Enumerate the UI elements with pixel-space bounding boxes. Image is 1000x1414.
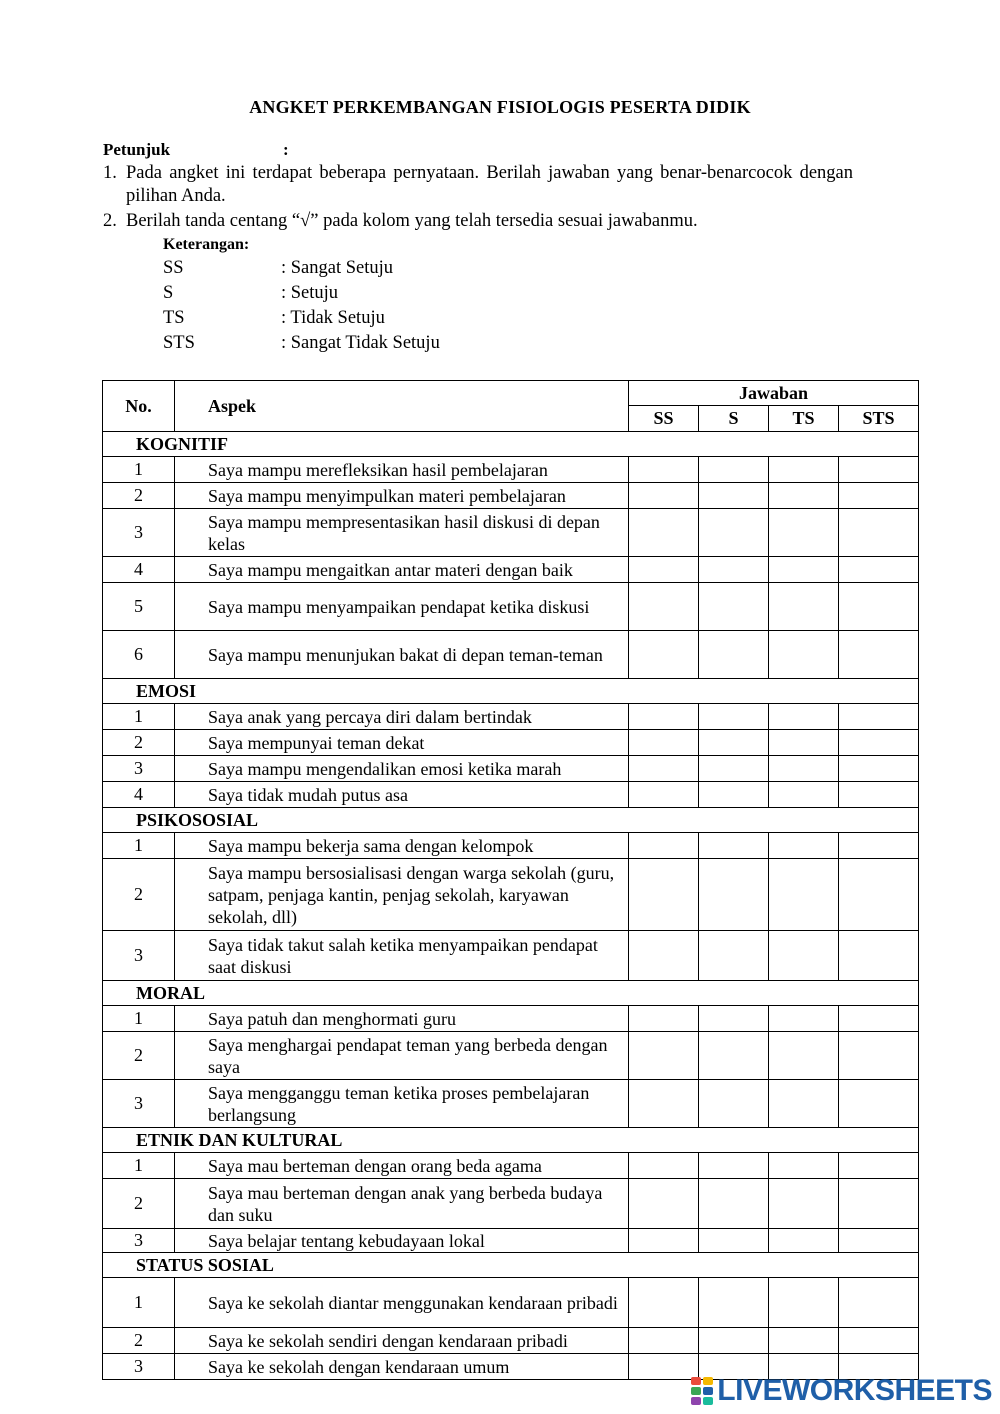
answer-cell-s[interactable] [699, 1006, 769, 1032]
answer-cell-sts[interactable] [839, 833, 919, 859]
statement-text: Saya mau berteman dengan anak yang berbeda budaya dan suku [175, 1179, 629, 1229]
answer-cell-sts[interactable] [839, 583, 919, 631]
row-number: 2 [103, 1032, 175, 1080]
keterangan-item [163, 333, 440, 354]
table-row [103, 859, 919, 931]
row-number: 5 [103, 583, 175, 631]
answer-cell-sts[interactable] [839, 557, 919, 583]
header-option-sts: STS [839, 406, 919, 432]
table-row [103, 1229, 919, 1253]
table-row [103, 730, 919, 756]
answer-cell-ts[interactable] [769, 833, 839, 859]
table-row [103, 1153, 919, 1179]
statement-text: Saya menghargai pendapat teman yang berbeda dengan saya [175, 1032, 629, 1080]
keterangan-label: Keterangan: [163, 236, 250, 253]
header-option-ts: TS [769, 406, 839, 432]
answer-cell-s[interactable] [699, 1278, 769, 1328]
statement-text: Saya mampu bekerja sama dengan kelompok [175, 833, 629, 859]
row-number: 3 [103, 509, 175, 557]
answer-cell-sts[interactable] [839, 509, 919, 557]
section-title: MORAL [103, 981, 919, 1006]
row-number: 3 [103, 931, 175, 981]
section-title: EMOSI [103, 679, 919, 704]
answer-cell-sts[interactable] [839, 730, 919, 756]
keterangan-item [163, 308, 385, 329]
answer-cell-ts[interactable] [769, 457, 839, 483]
answer-cell-ts[interactable] [769, 1032, 839, 1080]
answer-cell-s[interactable] [699, 1229, 769, 1253]
answer-cell-s[interactable] [699, 1328, 769, 1354]
answer-cell-s[interactable] [699, 756, 769, 782]
statement-text: Saya mau berteman dengan orang beda agama [175, 1153, 629, 1179]
section-row [103, 808, 919, 833]
statement-text: Saya mengganggu teman ketika proses pembelajaran berlangsung [175, 1080, 629, 1128]
row-number: 3 [103, 1354, 175, 1380]
table-row [103, 704, 919, 730]
answer-cell-sts[interactable] [839, 782, 919, 808]
table-row [103, 483, 919, 509]
answer-cell-ts[interactable] [769, 931, 839, 981]
table-row [103, 1032, 919, 1080]
section-row [103, 1128, 919, 1153]
row-number: 1 [103, 1006, 175, 1032]
statement-text: Saya mampu menyimpulkan materi pembelajaran [175, 483, 629, 509]
answer-cell-ts[interactable] [769, 583, 839, 631]
answer-cell-ts[interactable] [769, 483, 839, 509]
row-number: 2 [103, 1328, 175, 1354]
answer-cell-ss[interactable] [629, 1179, 699, 1229]
answer-cell-ts[interactable] [769, 704, 839, 730]
answer-cell-s[interactable] [699, 704, 769, 730]
answer-cell-ss[interactable] [629, 782, 699, 808]
answer-cell-ts[interactable] [769, 782, 839, 808]
answer-cell-ss[interactable] [629, 1354, 699, 1380]
statement-text: Saya patuh dan menghormati guru [175, 1006, 629, 1032]
answer-cell-ts[interactable] [769, 1179, 839, 1229]
answer-cell-ss[interactable] [629, 1032, 699, 1080]
answer-cell-ss[interactable] [629, 1328, 699, 1354]
instruction-number: 1. [103, 163, 117, 183]
petunjuk-colon: : [283, 140, 289, 159]
table-body [103, 432, 919, 1380]
answer-cell-s[interactable] [699, 509, 769, 557]
statement-text: Saya ke sekolah sendiri dengan kendaraan pribadi [175, 1328, 629, 1354]
answer-cell-ss[interactable] [629, 859, 699, 931]
statement-text: Saya mampu bersosialisasi dengan warga sekolah (guru, satpam, penjaga kantin, penjag sekolah, karyawan sekolah, dll) [175, 859, 629, 931]
statement-text: Saya mampu menunjukan bakat di depan teman-teman [175, 631, 629, 679]
table-row [103, 557, 919, 583]
answer-cell-s[interactable] [699, 859, 769, 931]
instruction-text: Berilah tanda centang “√” pada kolom yang telah tersedia sesuai jawabanmu. [126, 211, 698, 231]
row-number: 4 [103, 557, 175, 583]
answer-cell-ss[interactable] [629, 1080, 699, 1128]
statement-text: Saya mempunyai teman dekat [175, 730, 629, 756]
table-row [103, 1080, 919, 1128]
answer-cell-s[interactable] [699, 1179, 769, 1229]
page-title: ANGKET PERKEMBANGAN FISIOLOGIS PESERTA DIDIK [249, 97, 751, 117]
section-row [103, 981, 919, 1006]
answer-cell-sts[interactable] [839, 457, 919, 483]
instruction-2 [103, 210, 853, 233]
answer-cell-sts[interactable] [839, 631, 919, 679]
table-row [103, 1328, 919, 1354]
answer-cell-sts[interactable] [839, 1278, 919, 1328]
keterangan-abbr: STS [163, 333, 195, 353]
keterangan-abbr: SS [163, 258, 184, 278]
petunjuk-label: Petunjuk [103, 140, 171, 159]
header-option-ss: SS [629, 406, 699, 432]
answer-cell-s[interactable] [699, 1153, 769, 1179]
answer-cell-ss[interactable] [629, 457, 699, 483]
row-number: 3 [103, 756, 175, 782]
statement-text: Saya anak yang percaya diri dalam bertindak [175, 704, 629, 730]
row-number: 2 [103, 483, 175, 509]
answer-cell-ss[interactable] [629, 704, 699, 730]
row-number: 1 [103, 833, 175, 859]
answer-cell-s[interactable] [699, 631, 769, 679]
answer-cell-ts[interactable] [769, 859, 839, 931]
header-option-s: S [699, 406, 769, 432]
answer-cell-ss[interactable] [629, 1278, 699, 1328]
keterangan-desc: : Sangat Tidak Setuju [281, 333, 440, 353]
answer-cell-sts[interactable] [839, 931, 919, 981]
section-title: STATUS SOSIAL [103, 1253, 919, 1278]
answer-cell-s[interactable] [699, 833, 769, 859]
answer-cell-ss[interactable] [629, 483, 699, 509]
answer-cell-ts[interactable] [769, 756, 839, 782]
table-row [103, 509, 919, 557]
answer-cell-ss[interactable] [629, 1006, 699, 1032]
statement-text: Saya mampu merefleksikan hasil pembelajaran [175, 457, 629, 483]
answer-cell-ss[interactable] [629, 631, 699, 679]
row-number: 3 [103, 1080, 175, 1128]
statement-text: Saya mampu mengendalikan emosi ketika marah [175, 756, 629, 782]
answer-cell-ts[interactable] [769, 631, 839, 679]
answer-cell-ss[interactable] [629, 1153, 699, 1179]
instruction-text: Pada angket ini terdapat beberapa pernyataan. Berilah jawaban yang benar-benarcocok dengan pilihan Anda. [126, 163, 853, 206]
answer-cell-sts[interactable] [839, 859, 919, 931]
liveworksheets-logo-icon [691, 1377, 713, 1405]
section-row [103, 432, 919, 457]
answer-cell-ts[interactable] [769, 1153, 839, 1179]
row-number: 2 [103, 859, 175, 931]
header-no: No. [103, 381, 175, 432]
table-row [103, 931, 919, 981]
answer-cell-ts[interactable] [769, 1328, 839, 1354]
row-number: 3 [103, 1229, 175, 1253]
statement-text: Saya belajar tentang kebudayaan lokal [175, 1229, 629, 1253]
answer-cell-s[interactable] [699, 730, 769, 756]
questionnaire-table [102, 380, 919, 1380]
answer-cell-ts[interactable] [769, 557, 839, 583]
table-row [103, 631, 919, 679]
answer-cell-s[interactable] [699, 483, 769, 509]
answer-cell-sts[interactable] [839, 1006, 919, 1032]
table-row [103, 457, 919, 483]
answer-cell-s[interactable] [699, 1080, 769, 1128]
answer-cell-sts[interactable] [839, 756, 919, 782]
answer-cell-ss[interactable] [629, 509, 699, 557]
keterangan-abbr: S [163, 283, 174, 303]
answer-cell-s[interactable] [699, 557, 769, 583]
row-number: 6 [103, 631, 175, 679]
answer-cell-sts[interactable] [839, 1328, 919, 1354]
answer-cell-ts[interactable] [769, 509, 839, 557]
answer-cell-s[interactable] [699, 782, 769, 808]
answer-cell-sts[interactable] [839, 1032, 919, 1080]
answer-cell-sts[interactable] [839, 1179, 919, 1229]
table-row [103, 1179, 919, 1229]
table-row [103, 1278, 919, 1328]
keterangan-desc: : Setuju [281, 283, 339, 303]
keterangan-abbr: TS [163, 308, 185, 328]
answer-cell-ts[interactable] [769, 1080, 839, 1128]
answer-cell-sts[interactable] [839, 483, 919, 509]
keterangan-desc: : Tidak Setuju [281, 308, 385, 328]
answer-cell-ss[interactable] [629, 756, 699, 782]
statement-text: Saya ke sekolah dengan kendaraan umum [175, 1354, 629, 1380]
answer-cell-sts[interactable] [839, 1080, 919, 1128]
answer-cell-sts[interactable] [839, 1229, 919, 1253]
answer-cell-sts[interactable] [839, 704, 919, 730]
instruction-1 [103, 162, 853, 208]
section-row [103, 1253, 919, 1278]
statement-text: Saya mampu mempresentasikan hasil diskusi di depan kelas [175, 509, 629, 557]
keterangan-desc: : Sangat Setuju [281, 258, 394, 278]
table-row [103, 583, 919, 631]
instruction-number: 2. [103, 211, 117, 231]
section-title: ETNIK DAN KULTURAL [103, 1128, 919, 1153]
statement-text: Saya ke sekolah diantar menggunakan kendaraan pribadi [175, 1278, 629, 1328]
row-number: 4 [103, 782, 175, 808]
answer-cell-ts[interactable] [769, 1278, 839, 1328]
answer-cell-ss[interactable] [629, 557, 699, 583]
section-row [103, 679, 919, 704]
answer-cell-s[interactable] [699, 457, 769, 483]
row-number: 1 [103, 1278, 175, 1328]
answer-cell-ss[interactable] [629, 730, 699, 756]
row-number: 1 [103, 704, 175, 730]
statement-text: Saya mampu menyampaikan pendapat ketika diskusi [175, 583, 629, 631]
petunjuk-label-row [103, 140, 289, 160]
row-number: 2 [103, 1179, 175, 1229]
answer-cell-sts[interactable] [839, 1153, 919, 1179]
answer-cell-ss[interactable] [629, 1229, 699, 1253]
answer-cell-ss[interactable] [629, 833, 699, 859]
answer-cell-ss[interactable] [629, 583, 699, 631]
answer-cell-s[interactable] [699, 931, 769, 981]
answer-cell-ts[interactable] [769, 1229, 839, 1253]
section-title: KOGNITIF [103, 432, 919, 457]
row-number: 2 [103, 730, 175, 756]
keterangan-item [163, 258, 393, 279]
row-number: 1 [103, 457, 175, 483]
table-row [103, 756, 919, 782]
answer-cell-s[interactable] [699, 583, 769, 631]
statement-text: Saya tidak mudah putus asa [175, 782, 629, 808]
answer-cell-ss[interactable] [629, 931, 699, 981]
header-jawaban: Jawaban [629, 381, 919, 406]
answer-cell-ts[interactable] [769, 730, 839, 756]
statement-text: Saya mampu mengaitkan antar materi dengan baik [175, 557, 629, 583]
section-title: PSIKOSOSIAL [103, 808, 919, 833]
table-row [103, 833, 919, 859]
table-row [103, 1006, 919, 1032]
statement-text: Saya tidak takut salah ketika menyampaikan pendapat saat diskusi [175, 931, 629, 981]
keterangan-item [163, 283, 338, 304]
row-number: 1 [103, 1153, 175, 1179]
liveworksheets-watermark [691, 1374, 992, 1408]
watermark-text: LIVEWORKSHEETS [717, 1374, 992, 1407]
answer-cell-s[interactable] [699, 1032, 769, 1080]
header-aspek: Aspek [175, 381, 629, 432]
table-row [103, 782, 919, 808]
answer-cell-ts[interactable] [769, 1006, 839, 1032]
